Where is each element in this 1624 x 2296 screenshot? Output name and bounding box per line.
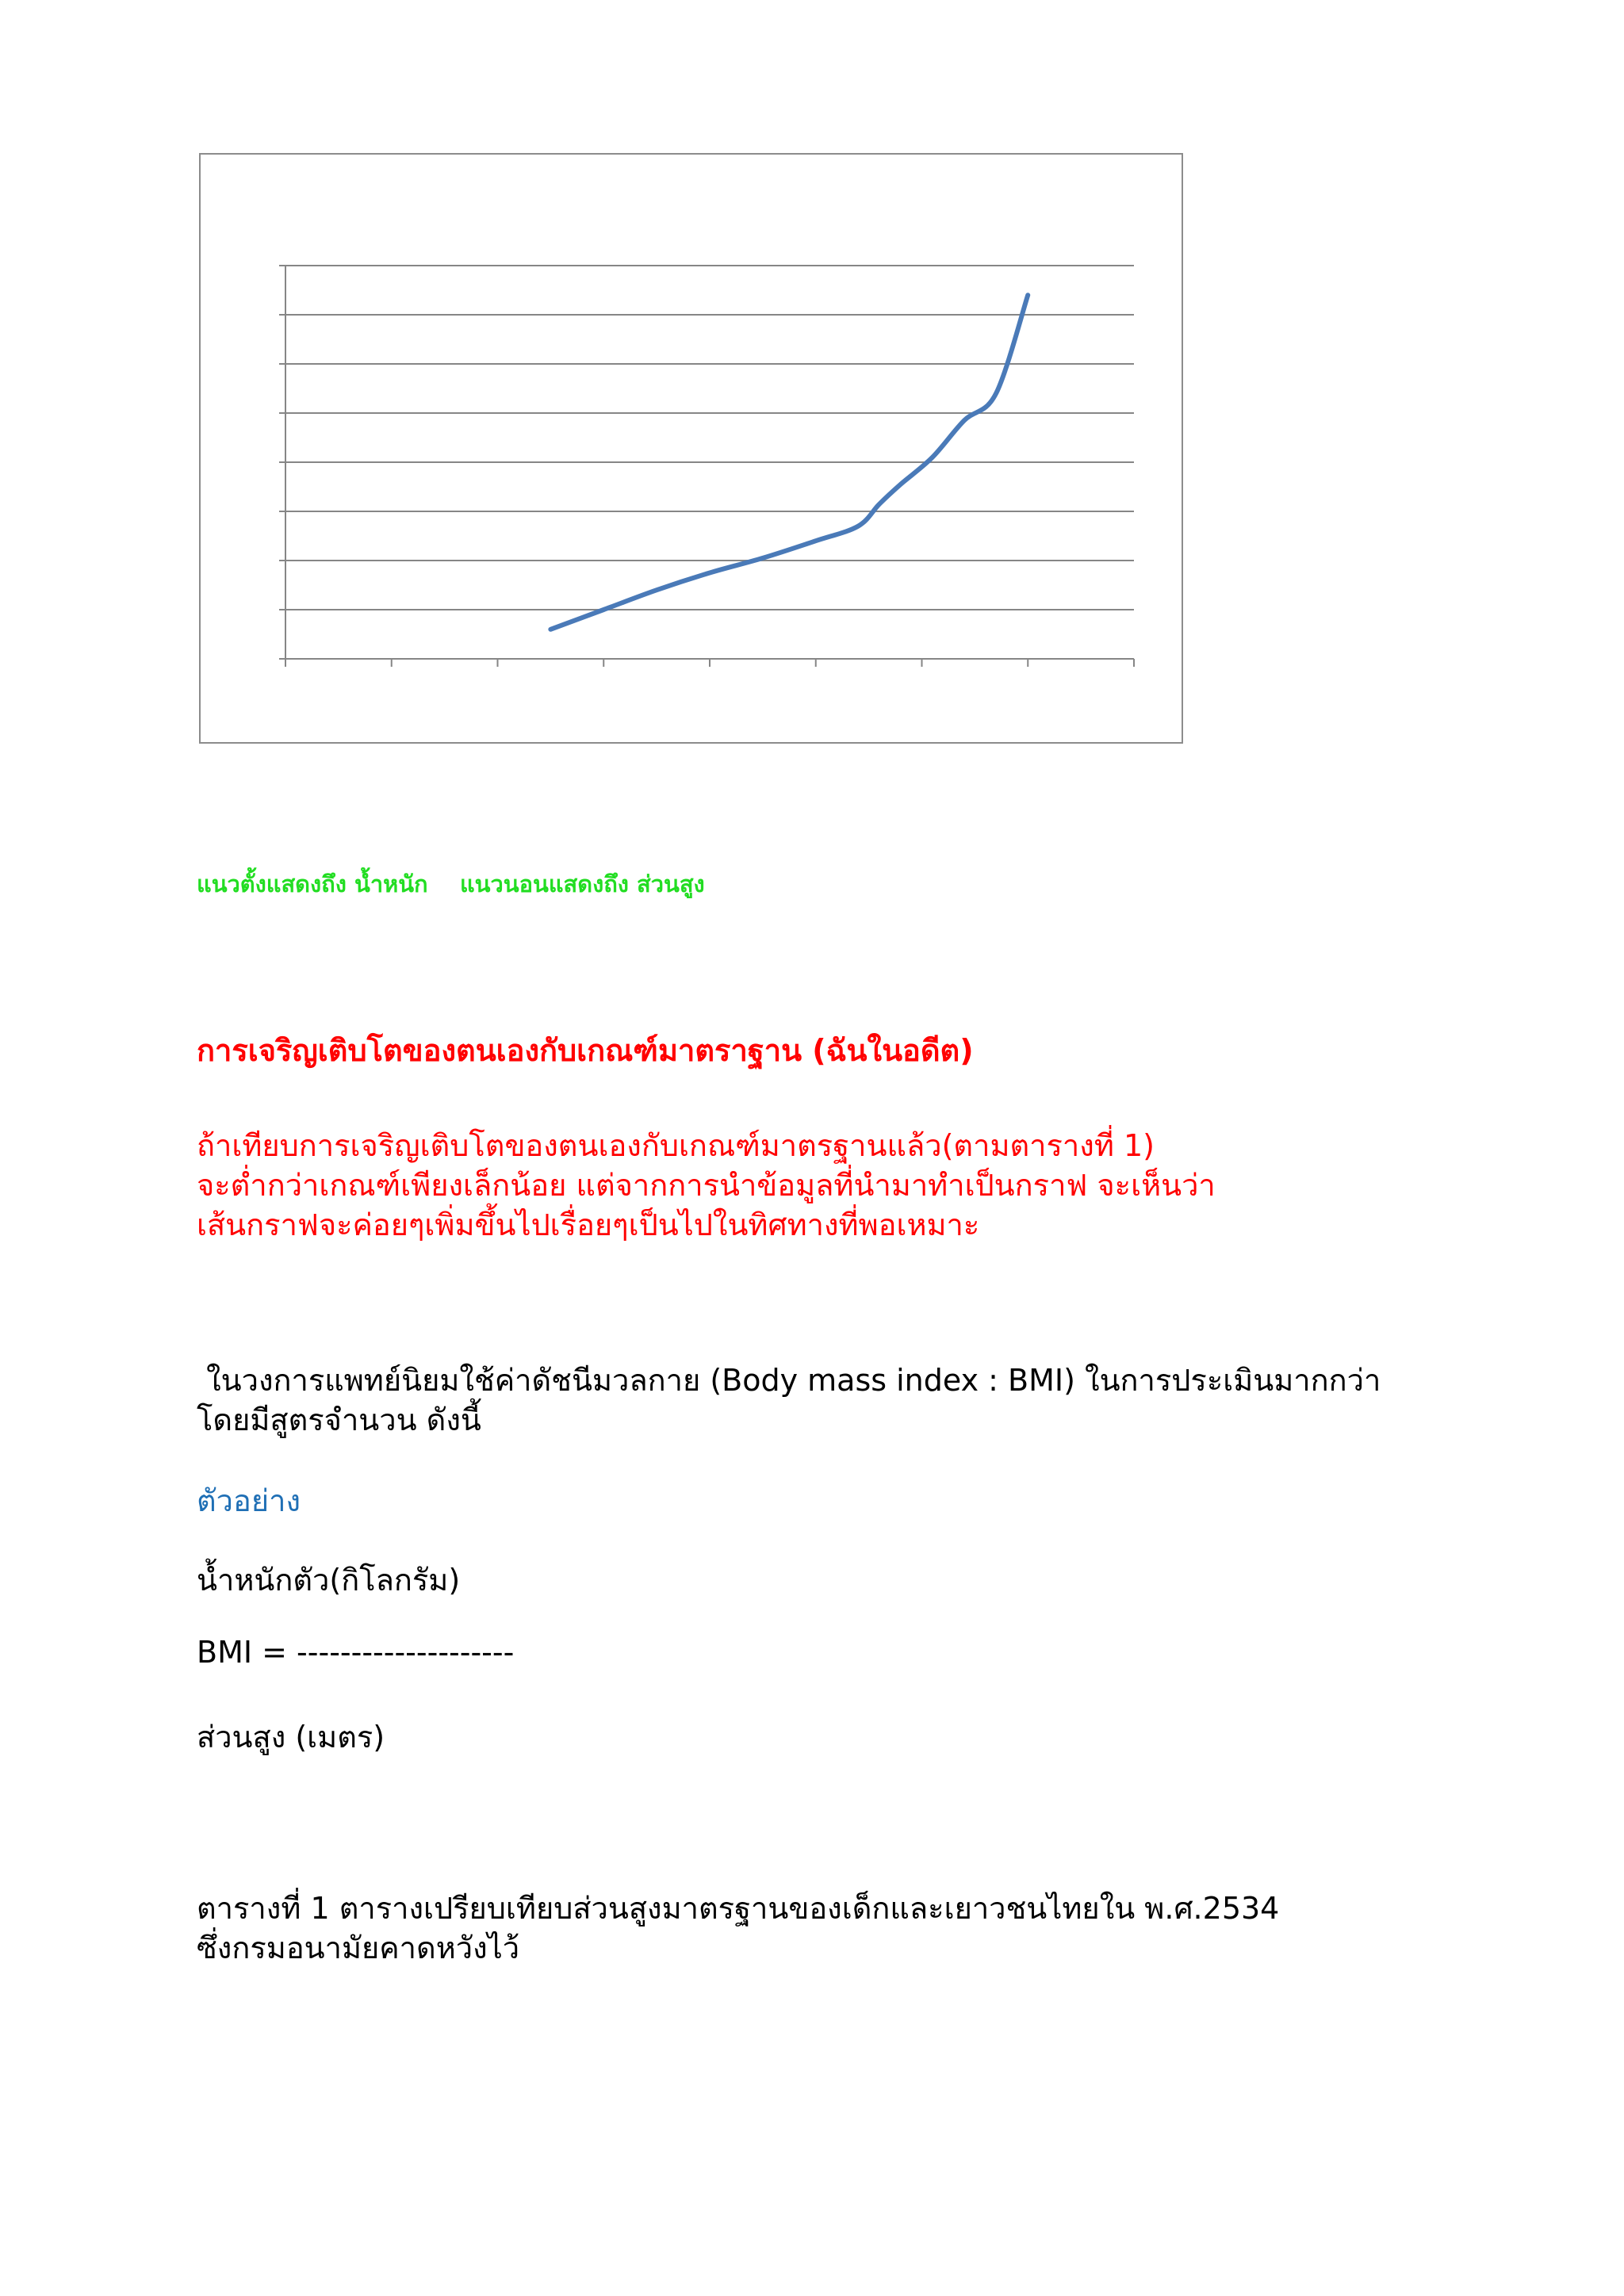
paragraph-line: ตารางที่ 1 ตารางเปรียบเทียบส่วนสูงมาตรฐานของเด็กและเยาวชนไทยใน พ.ศ.2534	[197, 1891, 1280, 1926]
paragraph-line: ถ้าเทียบการเจริญเติบโตของตนเองกับเกณฑ์มาตรฐานแล้ว(ตามตารางที่ 1)	[197, 1128, 1155, 1163]
formula-bmi: BMI = --------------------	[197, 1635, 515, 1670]
chart-caption: แนวตั้งแสดงถึง น้ำหนัก แนวนอนแสดงถึง ส่วนสูง	[197, 871, 705, 897]
section-heading: การเจริญเติบโตของตนเองกับเกณฑ์มาตราฐาน (ฉันในอดีต)	[197, 1033, 974, 1068]
paragraph-line: จะต่ำกว่าเกณฑ์เพียงเล็กน้อย แต่จากการนำข้อมูลที่นำมาทำเป็นกราฟ จะเห็นว่า	[197, 1168, 1216, 1203]
line-chart	[201, 155, 1182, 742]
table-note	[197, 1888, 1279, 1968]
bmi-paragraph	[197, 1360, 1381, 1440]
paragraph-line: ซึ่งกรมอนามัยคาดหวังไว้	[197, 1931, 520, 1965]
formula-height: ส่วนสูง (เมตร)	[197, 1720, 385, 1755]
example-label: ตัวอย่าง	[197, 1483, 301, 1518]
chart-frame	[199, 153, 1183, 744]
paragraph-line: โดยมีสูตรจำนวน ดังนี้	[197, 1402, 481, 1437]
formula-weight: น้ำหนักตัว(กิโลกรัม)	[197, 1563, 461, 1598]
paragraph-line: เส้นกราฟจะค่อยๆเพิ่มขึ้นไปเรื่อยๆเป็นไปในทิศทางที่พอเหมาะ	[197, 1207, 980, 1242]
comparison-paragraph	[197, 1126, 1216, 1245]
paragraph-line: ในวงการแพทย์นิยมใช้ค่าดัชนีมวลกาย (Body mass index : BMI) ในการประเมินมากกว่า	[197, 1363, 1381, 1398]
